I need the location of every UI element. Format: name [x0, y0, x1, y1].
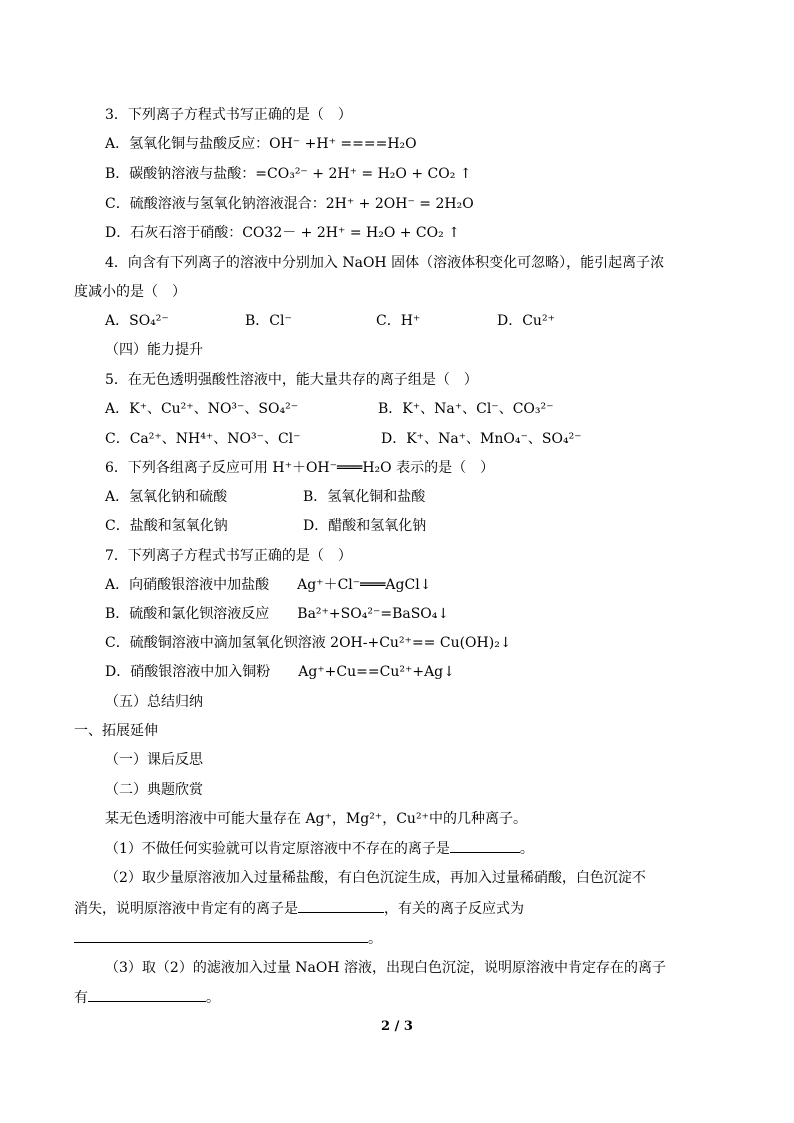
q6-option-a: A．氢氧化钠和硫酸 [105, 489, 228, 505]
problem-part-2-text2: ，有关的离子反应式为 [384, 901, 524, 917]
problem-part-3-line1: （3）取（2）的滤液加入过量 NaOH 溶液，出现白色沉淀，说明原溶液中肯定存在的离子 [105, 960, 666, 976]
q5-option-a: A．K⁺、Cu²⁺、NO³⁻、SO₄²⁻ [105, 401, 299, 417]
answer-blank-1[interactable] [450, 838, 520, 853]
q4-option-d: D．Cu²⁺ [497, 313, 555, 329]
answer-blank-3[interactable] [74, 928, 368, 943]
q5-option-b: B．K⁺、Na⁺、Cl⁻、CO₃²⁻ [378, 401, 554, 417]
q4-option-c: C．H⁺ [376, 313, 421, 329]
q7-option-d: D．硝酸银溶液中加入铜粉 Ag⁺+Cu==Cu²⁺+Ag↓ [105, 664, 455, 680]
problem-part-2-end: 。 [368, 931, 382, 947]
q4-stem-line2: 度减小的是（ ） [74, 284, 186, 300]
q6-option-c: C．盐酸和氢氧化钠 [105, 518, 228, 534]
answer-blank-2[interactable] [298, 898, 384, 913]
page-number: 2 / 3 [381, 1019, 413, 1034]
q7-stem: 7．下列离子方程式书写正确的是（ ） [105, 548, 352, 564]
q4-stem-line1: 4．向含有下列离子的溶液中分别加入 NaOH 固体（溶液体积变化可忽略），能引起离子浓 [105, 255, 665, 271]
q6-option-b: B．氢氧化铜和盐酸 [303, 489, 426, 505]
q5-option-d: D．K⁺、Na⁺、MnO₄⁻、SO₄²⁻ [381, 431, 582, 447]
q3-option-a: A．氢氧化铜与盐酸反应：OH⁻ +H⁺ ====H₂O [105, 136, 417, 152]
problem-part-1-end: 。 [519, 841, 534, 857]
q3-option-b: B．碳酸钠溶液与盐酸：=CO₃²⁻ + 2H⁺ = H₂O + CO₂ ↑ [105, 166, 472, 182]
q5-stem: 5．在无色透明强酸性溶液中，能大量共存的离子组是（ ） [105, 372, 478, 388]
problem-part-2-line3 [74, 928, 382, 949]
subheading-reflection: （一）课后反思 [105, 752, 203, 768]
problem-part-3-end: 。 [206, 990, 220, 1006]
q5-option-c: C．Ca²⁺、NH⁴⁺、NO³⁻、Cl⁻ [105, 431, 301, 447]
q7-option-a: A．向硝酸银溶液中加盐酸 Ag⁺＋Cl⁻═══AgCl↓ [105, 577, 432, 593]
q3-option-c: C．硫酸溶液与氢氧化钠溶液混合：2H⁺ + 2OH⁻ = 2H₂O [105, 196, 474, 212]
q7-option-c: C．硫酸铜溶液中滴加氢氧化钡溶液 2OH-+Cu²⁺== Cu(OH)₂↓ [105, 635, 512, 651]
answer-blank-4[interactable] [88, 987, 206, 1002]
problem-part-2-text: 消失，说明原溶液中肯定有的离子是 [74, 901, 298, 917]
problem-part-1 [105, 838, 534, 859]
problem-part-2-line1: （2）取少量原溶液加入过量稀盐酸，有白色沉淀生成，再加入过量稀硝酸，白色沉淀不 [105, 870, 646, 886]
part-title: 一、拓展延伸 [74, 723, 158, 739]
subheading-example: （二）典题欣赏 [105, 782, 203, 798]
section-heading-4: （四）能力提升 [105, 342, 203, 358]
section-heading-5: （五）总结归纳 [105, 694, 203, 710]
problem-part-3-line2 [74, 987, 220, 1008]
problem-part-2-line2 [74, 898, 524, 919]
q4-option-a: A．SO₄²⁻ [105, 313, 169, 329]
problem-part-1-text: （1）不做任何实验就可以肯定原溶液中不存在的离子是 [105, 841, 450, 857]
q4-option-b: B．Cl⁻ [245, 313, 292, 329]
problem-intro: 某无色透明溶液中可能大量存在 Ag⁺，Mg²⁺，Cu²⁺中的几种离子。 [105, 811, 527, 827]
q3-option-d: D．石灰石溶于硝酸：CO32－ + 2H⁺ = H₂O + CO₂ ↑ [105, 225, 460, 241]
q3-stem: 3．下列离子方程式书写正确的是（ ） [105, 107, 352, 123]
q7-option-b: B．硫酸和氯化钡溶液反应 Ba²⁺+SO₄²⁻=BaSO₄↓ [105, 606, 450, 622]
q6-stem: 6．下列各组离子反应可用 H⁺＋OH⁻═══H₂O 表示的是（ ） [105, 460, 495, 476]
q6-option-d: D．醋酸和氢氧化钠 [303, 518, 427, 534]
problem-part-3-text: 有 [74, 990, 88, 1006]
